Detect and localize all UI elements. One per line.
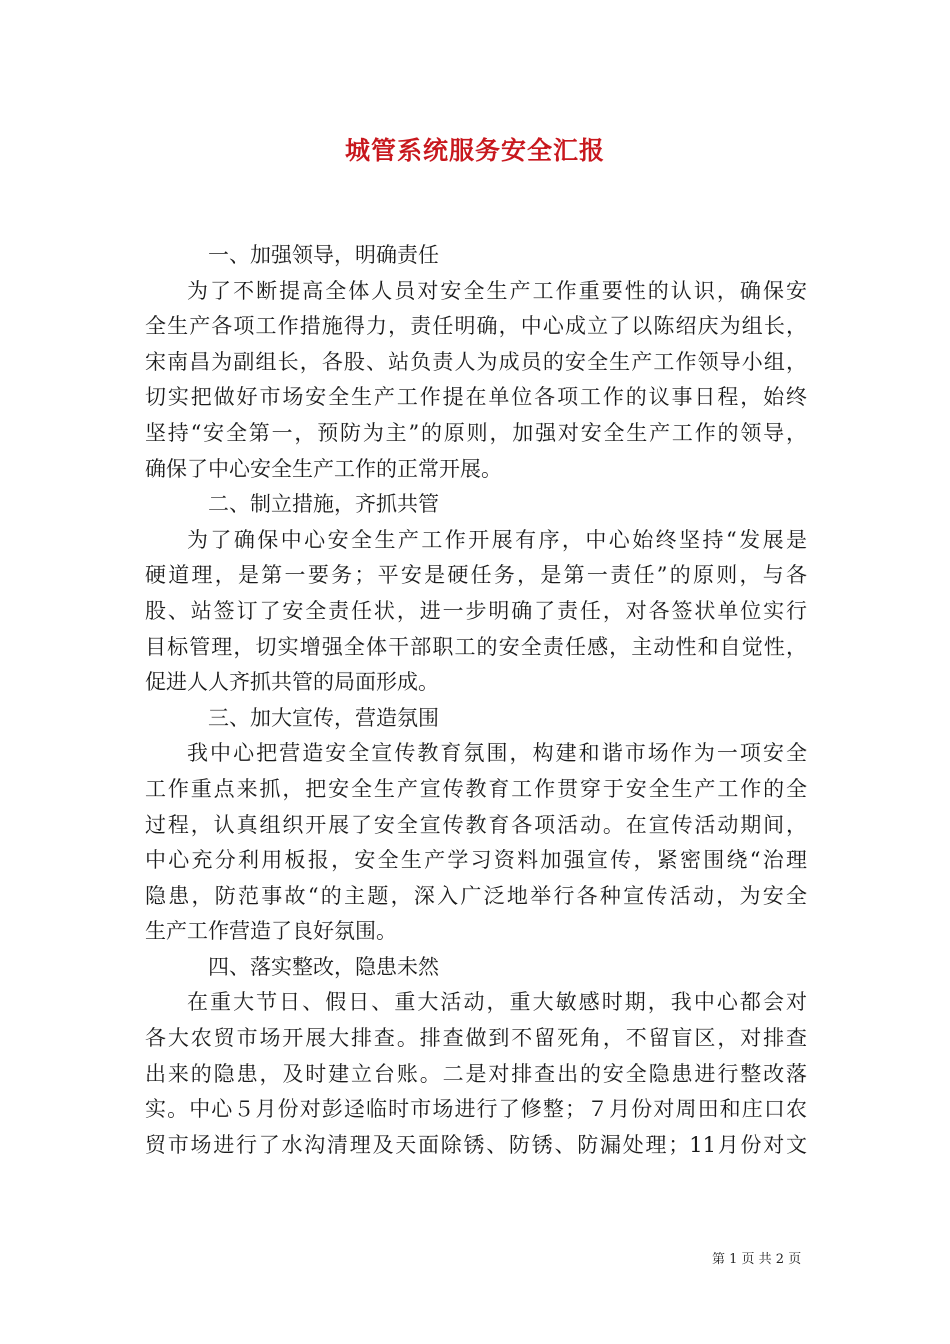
paragraph-line: 硬道理，是第一要务；平安是硬任务，是第一责任”的原则，与各 [145, 563, 807, 588]
page-number: 第 1 页 共 2 页 [712, 1252, 802, 1267]
paragraph-line: 股、站签订了安全责任状，进一步明确了责任，对各签状单位实行 [145, 598, 807, 623]
paragraph-line: 在重大节日、假日、重大活动，重大敏感时期，我中心都会对 [187, 990, 807, 1015]
document-body [145, 238, 807, 1163]
paragraph-line: 目标管理，切实增强全体干部职工的安全责任感，主动性和自觉性， [145, 634, 807, 659]
paragraph-line: 生产工作营造了良好氛围。 [145, 919, 397, 944]
paragraph-line: 中心充分利用板报，安全生产学习资料加强宣传，紧密围绕“治理 [145, 848, 807, 873]
paragraph-line: 隐患，防范事故“的主题，深入广泛地举行各种宣传活动，为安全 [145, 883, 807, 908]
paragraph-line: 为了不断提高全体人员对安全生产工作重要性的认识，确保安 [187, 278, 807, 303]
paragraph-line: 宋南昌为副组长，各股、站负责人为成员的安全生产工作领导小组， [145, 349, 807, 374]
section-heading: 二、制立措施，齐抓共管 [208, 492, 439, 517]
document-title: 城管系统服务安全汇报 [344, 136, 605, 165]
paragraph-line: 出来的隐患，及时建立台账。二是对排查出的安全隐患进行整改落 [145, 1061, 807, 1086]
paragraph-line: 工作重点来抓，把安全生产宣传教育工作贯穿于安全生产工作的全 [145, 776, 807, 801]
paragraph-line: 全生产各项工作措施得力，责任明确，中心成立了以陈绍庆为组长， [145, 314, 807, 339]
paragraph-line: 过程，认真组织开展了安全宣传教育各项活动。在宣传活动期间， [145, 812, 807, 837]
paragraph-line: 为了确保中心安全生产工作开展有序，中心始终坚持“发展是 [187, 527, 807, 552]
section-heading: 四、落实整改，隐患未然 [208, 954, 439, 979]
section-heading: 一、加强领导，明确责任 [208, 243, 439, 267]
paragraph-line: 各大农贸市场开展大排查。排查做到不留死角，不留盲区，对排查 [145, 1026, 807, 1051]
paragraph-line: 促进人人齐抓共管的局面形成。 [145, 670, 439, 695]
paragraph-line: 坚持“安全第一，预防为主”的原则，加强对安全生产工作的领导， [145, 420, 807, 445]
paragraph-line: 贸市场进行了水沟清理及天面除锈、防锈、防漏处理；11月份对文 [145, 1132, 807, 1157]
paragraph-line: 我中心把营造安全宣传教育氛围，构建和谐市场作为一项安全 [187, 741, 807, 766]
paragraph-line: 切实把做好市场安全生产工作提在单位各项工作的议事日程，始终 [145, 385, 807, 410]
paragraph-line: 实。中心５月份对彭迳临时市场进行了修整；７月份对周田和庄口农 [145, 1097, 807, 1122]
paragraph-line: 确保了中心安全生产工作的正常开展。 [145, 456, 502, 481]
section-heading: 三、加大宣传，营造氛围 [208, 705, 439, 730]
